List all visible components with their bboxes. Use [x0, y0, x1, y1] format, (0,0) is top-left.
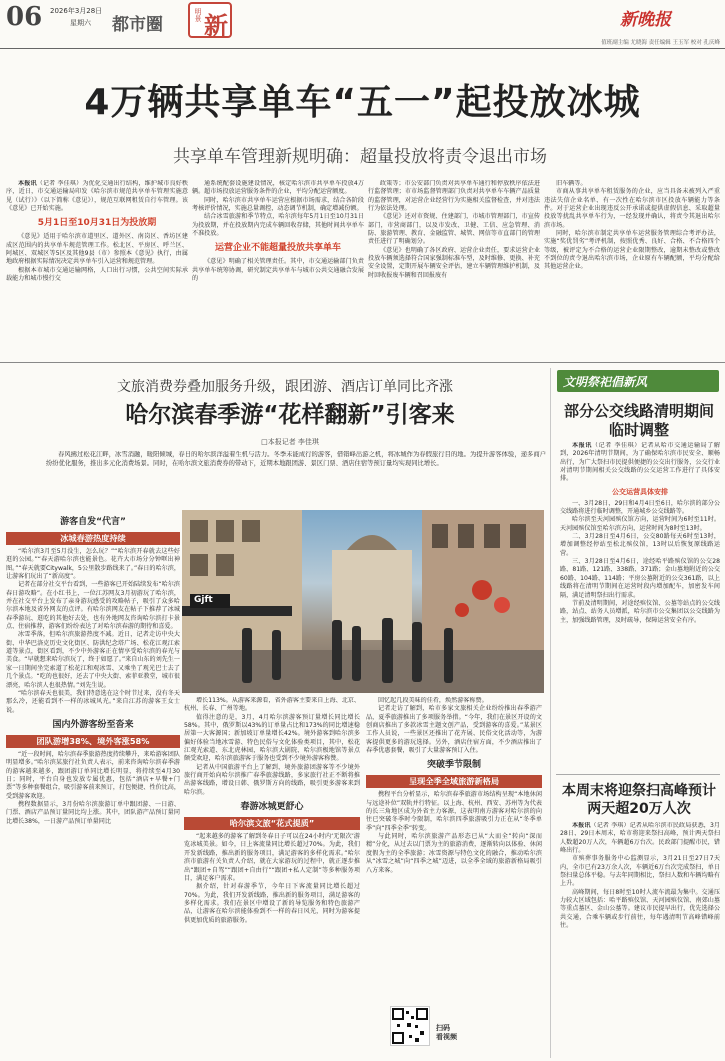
sidebar-headline-2: 本周末将迎祭扫高峰预计两天超20万人次 — [562, 783, 716, 817]
sidebar-banner-text: 文明祭祀倡新风 — [563, 375, 648, 389]
qr-code-icon — [391, 1007, 429, 1045]
travel-sec3-band: 哈尔滨文旅“花式提质” — [184, 817, 360, 830]
lead-headline: 4万辆共享单车“五一”起投放冰城 — [84, 82, 641, 123]
travel-sec3-title: 春游冰城更舒心 — [240, 802, 304, 813]
lead-subtitle-2: 运营企业不能超量投放共享单车 — [214, 243, 341, 254]
travel-byline: □本报记者 李佳琪 — [261, 438, 319, 446]
travel-sec4-title: 突破季节限制 — [426, 760, 481, 771]
street-photo — [182, 510, 544, 693]
travel-sec2-title: 国内外游客纷至沓来 — [52, 719, 134, 730]
sidebar-story-2: 本报讯（记者 李琪）记者从哈尔滨市民政局获悉，3月28日、29日本周末，哈市将迎来祭扫高峰，预计两天祭扫人数超20万人次，车辆超6万台次。民政部门提醒市民，错峰出行。 市殡葬事务服务中心监测显示，3月21日至27日7天内，全市已有23万余人次，车辆近6万台次完成祭扫，单日祭扫量总体平稳。与去年同期相比，祭扫人数和车辆均略有上升。 高峰期间，每日8时至10时人流车流最为集中。交通压力较大区域包括：哈平路殡仪馆、天河园殡仪馆、南郊山墓等重点墓区、金山公墓等。建议市民提早出行，优先选择公共交通，合乘车辆或步行前往，每年遇清明节高峰错峰前往。 — [560, 822, 720, 930]
photo-illustration — [182, 510, 544, 693]
qr-code[interactable] — [390, 1006, 430, 1046]
seal-main-char: 新 — [204, 12, 228, 40]
sidebar-divider — [550, 368, 551, 1058]
travel-sec4-band: 呈现全季全域旅游新格局 — [366, 775, 542, 788]
travel-sec1-band: 冰城春游热度持续 — [6, 532, 180, 545]
sidebar-headline-1: 部分公交线路清明期间临时调整 — [563, 402, 714, 439]
masthead — [0, 0, 725, 50]
lead-col-3: 政策等；市公安部门负责对共享单车通行和停放秩序依法进行监督管理；市市场监督管理部门负责对共享单车车辆产品质量的监督管理，对运营企业经营行为实施相关监督检查，并对违法行为依法处理。 《意见》还对市资规、住建部门，市城市管理部门，市宣传部门，市营商部门，以及市发改、卫健、工信、应急管理、消防、旅游管理、教育、金融监管、城管、网信等市直部门的管理责任进行了明确划分。 《意见》也明确了各区政府、运营企业责任，要求运营企业投放车辆须选择符合国家强制标准车型，及时维修、更换、补充安全设置，定期开展车辆安全评估，建立车辆管理维护机制，及时回收报废车辆和召回报废有 — [368, 180, 540, 279]
photo-sign: Gjft — [194, 595, 213, 605]
lead-subhead: 共享单车管理新规明确：超量投放将责令退出市场 — [173, 147, 547, 167]
issue-date: 2026年3月28日 — [50, 7, 103, 15]
newspaper-logo: 新晚报 — [620, 10, 671, 30]
lead-col-2: 通系统配套设施建设情况，核定哈尔滨市共享单车投放4万辆。超市场投放运营服务条件的企业，平均分配运营额度。 同时，哈尔滨市共享单车运营应根据市场需求，结合各阶段考核评价情况，实施总量调控，动态调节机制，确定增减份额。 结合冰雪旅游和季节特点，哈尔滨每年5月1日至10月31日为投放期，并在投放期内完成车辆回收存储，其他时间共享单车不准投放。 运营企业不能超量投放共享单车 《意见》明确了相关管理责任。其中，市交通运输部门负责共享单车统筹协调，研究制定共享单车与城市公共交通融合发展的 — [192, 180, 364, 283]
travel-headline: 哈尔滨春季游“花样翻新”引客来 — [125, 402, 455, 428]
lead-divider — [0, 362, 725, 363]
sidebar-subtitle: 公交运营具体安排 — [612, 487, 668, 496]
dateline: 本报讯 — [18, 180, 37, 187]
lead-subtitle-1: 5月1日至10月31日为投放期 — [37, 218, 157, 229]
seal-small-text: 明景 — [194, 8, 202, 22]
sidebar-banner — [557, 370, 719, 392]
page-number: 06 — [6, 2, 43, 32]
travel-col-3: 回忆起几段美味的佳肴，焕然游客称赞。 记者走访了解到，哈市多家文旅相关企业纷纷推出春季游产品，夏季旅游推出了多项服务举措。“今年，我们在景区开设的文创商店推出了多款冰雪主题文创产品，受到游客的喜爱。”某景区工作人员说，一些景区还推出了花卉展、民俗文化活动等，为游客提供更多的游玩选择。另外，酒店住宿方面，不少酒店推出了春季优惠套餐，吸引了大量游客预订入住。 突破季节限制 呈现全季全域旅游新格局 携程平台分析显示，哈尔滨春季旅游市场结构呈现“本地休闲与远途补位”双轨并行特征。以上海、杭州、西安、苏州等为代表的长三角地区成为外省主力客源，这表明南方游客对哈尔滨的向往已突破冬季时令限制，哈尔滨四季旅游吸引力正在从“冬季单季”向“四季全季”转变。 与此同时，哈尔滨旅游产品形态已从“大而全”转向“深而精”分化，从过去以门票为主的旅游消费，逐渐转向以体验、休闲度假为主的全季旅游；冰雪资源与特色文化的融合，推动哈尔滨从“冰雪之城”向“四季之城”迈进，以全季全域的旅游新格局吸引八方来客。 — [366, 697, 542, 874]
section-seal — [188, 2, 232, 38]
lead-col-4: 旧车辆等。 市商从事共享单车租赁服务的企业，应当具备未被列入严重违法失信企业名单、有一次性在哈尔滨市区投放车辆能力等条件。对于运营企业出现违反公开承诺或提供虚假信息、采取超量投放等扰乱共享单车行为，一经发现并确认，将责令其退出哈尔滨市场。 同时，哈尔滨市制定共享单车运营服务管理综合考评办法，实施“奖优罚劣”考评机制，按照优秀、良好、合格、不合格四个等级，被评定为不合格的运营企业限期整改，逾期未整改或整改不到位的责令退出哈尔滨市场，企业原有车辆配额，平均分配给其他运营企业。 — [544, 180, 720, 271]
sidebar-story-1: 本报讯（记者 李佳琪）记者从哈市交通运输局了解到，2026年清明节期间，为了确保哈尔滨市民安全、顺畅出行，为广大祭扫市民提供便捷的公交出行服务，公交行业对清明节期间相关公交线路的公交运营工作进行了具体安排。 公交运营具体安排 一、3月28日，29日和4月4日至6日，哈尔滨的部分公交线路将进行临时调整，开通城乡公交线路等。 哈尔滨至天河园殡仪馆方向，运营时间为6时至11时。天河园殡仪馆至哈尔滨方向，运营时间为8时至13时。 二、3月28日至4月6日，公交80路每天6时至13时，增加调整经停站至松北殡仪馆，13时以后恢复原线路运营。 三、3月28日至4月6日，途经哈平路殡仪馆的公交28路、81路、121路、338路、371路；金山墓地附近的公交60路、104路、114路；平房公墓附近的公交361路，以上线路将在清明节期间在运营时段内增加配车，加密发车间隔，满足清明祭扫出行需求。 节前及清明期间，对途经殡仪馆、公墓等站点的公交线路，站点、站务人员增派，哈尔滨市公交集团以公交线路为主，加强线路管理，及时疏导，保障运营安全有序。 — [560, 442, 720, 624]
section-title: 都市圈 — [112, 15, 163, 35]
masthead-rule — [0, 48, 725, 49]
sidebar-rule — [556, 774, 720, 775]
travel-sec1-title: 游客自发“代言” — [60, 517, 126, 527]
travel-intro: 春风拂过松花江畔，冰雪消融，暖阳倾城，春日的哈尔滨洋溢着生机与活力。冬季未能成行的游客，借错峰出游之机，将冰城作为春假旅行目的地。为提升游客体验，递多商户纷纷优化服务，推出多元化消费场景。同时，在哈尔滨文旅消费券的带动下，近期本地跟团游、景区门票、酒店住宿等预订量均实现同比增长。 — [46, 451, 546, 467]
travel-sec2-band: 团队游增38%、境外客涨58% — [6, 735, 180, 748]
issue-weekday: 星期六 — [70, 19, 91, 27]
travel-kicker: 文旅消费券叠加服务升级，跟团游、酒店订单同比齐涨 — [117, 379, 453, 395]
lead-col-1: 本报讯（记者 李佳琪）为优化交通出行结构，维护城市良好秩序，近日，市交通运输局印发《哈尔滨市规范共享单车管理实施意见（试行）》（以下简称《意见》），规范互联网租赁自行车管理。该《意见》已开始实施。 5月1日至10月31日为投放期 《意见》适用于哈尔滨市道里区、道外区、南岗区、香坊区建成区范围内的共享单车规范管理工作。松北区、平房区、呼兰区、阿城区、双城区等5区及其他9县（市）参照本《意见》执行，由属地政府根据实际情况决定共享单车引入运营和规范管理。 根据本市城市交通运输网格，人口出行习惯，公共空间实际承载能力和城市慢行交 — [6, 180, 188, 283]
travel-col-1: 游客自发“代言” 冰城春游热度持续 “哈尔滨3月至5月没生，怎么玩？”“哈尔滨开春就去这些好逛的公园。”“春天游哈尔滨也能景色。花卉大市场分分钟哐出神图。”“春天就要Citywalk，5公里散步路线来了。”春日的哈尔滨，让游客们玩出了“新高度”。 记者在部分社交平台看到，一些游客已开始陆续发布“哈尔滨春日游攻略”。在小红书上，一位江苏网友3月初游玩了哈尔滨，并在社交平台上发布了亲身游玩感受的攻略帖子，吸引了众多哈尔滨本地及省外网友的点评。有哈尔滨网友在帖子下推荐了冰城春季游玩、逛吃的其他好去处，也有外地网友咨询哈尔滨打卡景点、住宿推荐，游客们纷纷表达了对哈尔滨春游的期待和喜爱。 冰雪季落，但哈尔滨旅游热度不减。近日，记者走访中央大街、中华巴洛克历史文化街区、防洪纪念塔广场、松花江观江索道等景点，街区看到，不少中外游客正在情享受哈尔滨的春光与美食。“早就想来哈尔滨玩了，终于如愿了。”来自山东的刘先生一家一日期间坐完索道了松花江和观冰雪、又乘坐了观光巴士去了几个景点。“吃的也很好，还去了中央大街、索菲亚教堂，城市很漂亮，哈尔滨人也很热情。”刘先生说。 “哈尔滨春天也很美，我们特意选在这个时节过来，没有冬天那么冷，还能看到不一样的冰城风光。”来自江苏的游客王女士说。 国内外游客纷至沓来 团队游增38%、境外客涨58% “近一段时间，哈尔滨春季旅游热度持续攀升，来哈游客团队明显增多。”哈尔滨某旅行社负责人表示，前来咨询哈尔滨春季游的游客越来越多，跟团游订单同比增长明显，将持续至4月30日；同时，平台自身也发放专属优惠，包括“酒店+早餐+门票”等多种套餐组合，吸引游客前来预订，打包便捷、性价比高，受到游客欢迎。 携程数据显示，3月份哈尔滨旅游订单中跟团游、一日游、门票、酒店产品预订量同比均上涨。其中，团队游产品预订量同比增长38%，一日游产品预订单量同比 — [6, 517, 180, 825]
qr-caption: 扫码 看视频 — [436, 1024, 457, 1041]
travel-col-2: 增长113%。从游客来源看，省外游客主要来自上海、北京、杭州、长春、广州等地。 值得注意的是，3月，4月哈尔滨游客预订量增长同比增长58%。其中，俄罗斯以43%的订单量占比和173%的同比增速稳居第一大客源国；新加坡订单量增长42%。境外游客到哈尔滨多偏好体验当地冰雪游、特色民俗与文化体验类项目，其中，松花江观光索道、东北虎林园，哈尔滨大剧院、哈尔滨极地馆等景点颇受欢迎，哈尔滨旅游客于服务也受到不少境外游客称赞。 记者从中国旅游平台上了解到，境外旅游团游客等不少境外旅行商开始向哈尔滨推广春季旅游线路，多家旅行社正不断将推出游客线路，增设日韩、俄罗斯方向的线路，吸引更多游客来到哈尔滨。 春游冰城更舒心 哈尔滨文旅“花式提质” “起来越多的游客了解到冬春日子可以在24小时内‘无限次’游览冰城美景。如今，日上客流量同比增长超过70%。为此，我们开发新线路，推出新的服务项目，满足游客的多样化需求。”哈尔滨市旅游有关负责人介绍，就在大家游玩的过程中，就正逐步推出“跟团+自驾”“跟团+自由行”“跟团+私人定制”等多种服务项目，满足客户需求。 据介绍，针对春游季节，今年日下客流量同比增长超过70%。为此，我们开发新线路，推出新的服务项目，满足游客的多样化需求。我们在景区中增设了新的导览服务和特色旅游产品，让游客在哈尔滨能体验到不一样的春日风光，同时为游客提供更加优质的旅游服务。 — [184, 697, 360, 924]
editor-credits: 值班副主编 尤晓海 责任编辑 王玉军 校对 孔庆峰 — [601, 40, 720, 46]
